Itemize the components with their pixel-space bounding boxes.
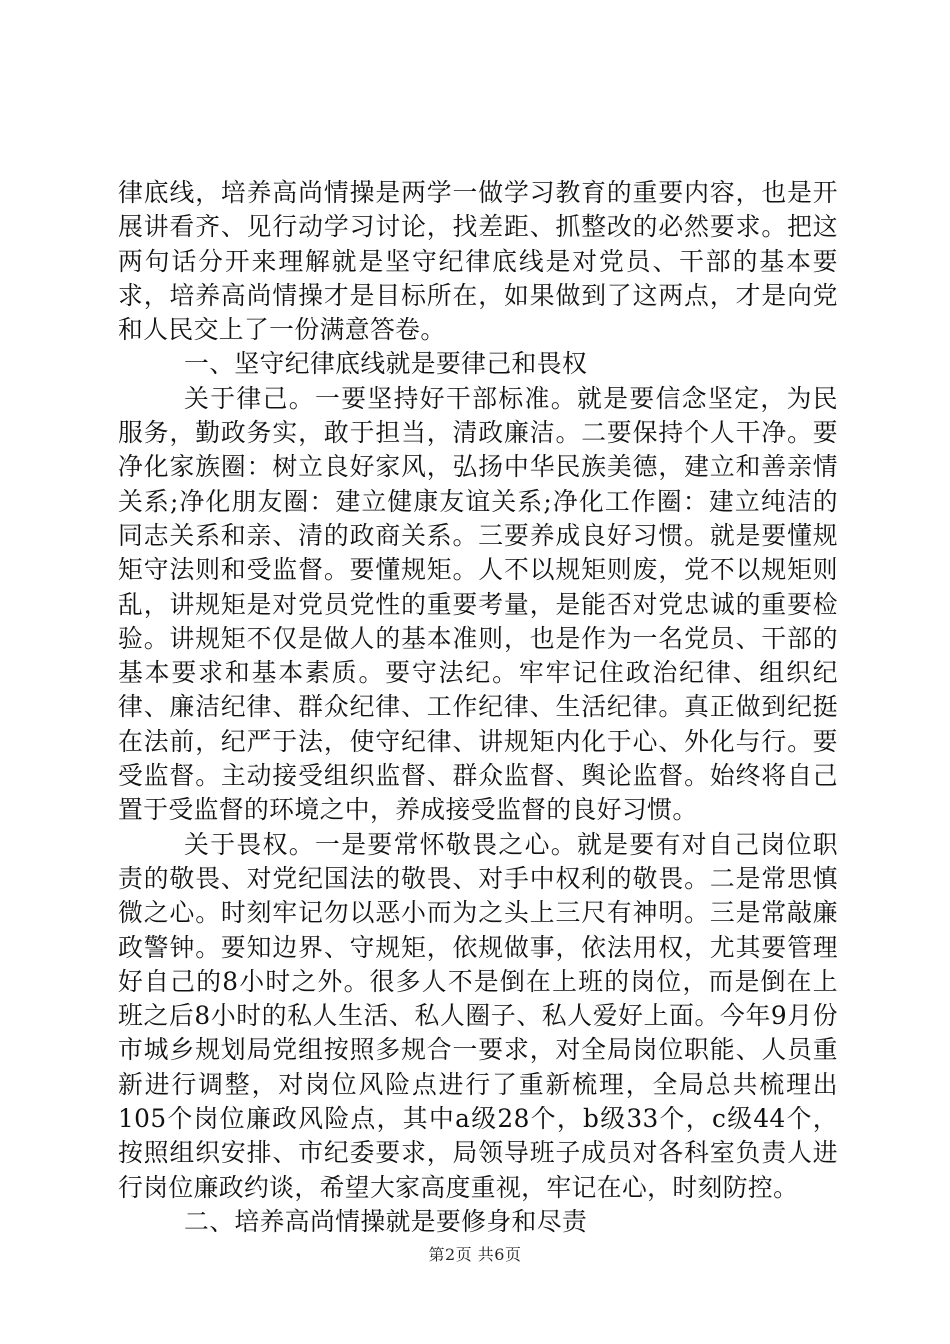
page-footer: 第2页 共6页 [428, 1245, 522, 1264]
paragraph-respect-power: 关于畏权。一是要常怀敬畏之心。就是要有对自己岗位职责的敬畏、对党纪国法的敬畏、对手中权利的敬畏。二是常思慎微之心。时刻牢记勿以恶小而为之头上三尺有神明。三是常敲廉政警钟。要知边界、守规矩，依规做事，依法用权，尤其要管理好自己的8小时之外。很多人不是倒在上班的岗位，而是倒在上班之后8小时的私人生活、私人圈子、私人爱好上面。今年9月份市城乡规划局党组按照多规合一要求，对全局岗位职能、人员重新进行调整，对岗位风险点进行了重新梳理，全局总共梳理出105个岗位廉政风险点，其中a级28个，b级33个，c级44个，按照组织安排、市纪委要求，局领导班子成员对各科室负责人进行岗位廉政约谈，希望大家高度重视，牢记在心，时刻防控。 [118, 829, 838, 1202]
paragraph-self-discipline: 关于律己。一要坚持好干部标准。就是要信念坚定，为民服务，勤政务实，敢于担当，清政廉洁。二要保持个人干净。要净化家族圈：树立良好家风，弘扬中华民族美德，建立和善亲情关系;净化朋友圈：建立健康友谊关系;净化工作圈：建立纯洁的同志关系和亲、清的政商关系。三要养成良好习惯。就是要懂规矩守法则和受监督。要懂规矩。人不以规矩则废，党不以规矩则乱，讲规矩是对党员党性的重要考量，是能否对党忠诚的重要检验。讲规矩不仅是做人的基本准则，也是作为一名党员、干部的基本要求和基本素质。要守法纪。牢牢记住政治纪律、组织纪律、廉洁纪律、群众纪律、工作纪律、生活纪律。真正做到纪挺在法前，纪严于法，使守纪律、讲规矩内化于心、外化与行。要受监督。主动接受组织监督、群众监督、舆论监督。始终将自己置于受监督的环境之中，养成接受监督的良好习惯。 [118, 383, 838, 825]
intro-paragraph: 律底线，培养高尚情操是两学一做学习教育的重要内容，也是开展讲看齐、见行动学习讨论，找差距、抓整改的必然要求。把这两句话分开来理解就是坚守纪律底线是对党员、干部的基本要求，培养高尚情操才是目标所在，如果做到了这两点，才是向党和人民交上了一份满意答卷。 [118, 178, 838, 345]
document-body [118, 176, 838, 1239]
section-heading-2: 二、培养高尚情操就是要修身和尽责 [184, 1206, 588, 1236]
section-heading-1: 一、坚守纪律底线就是要律己和畏权 [184, 349, 588, 379]
